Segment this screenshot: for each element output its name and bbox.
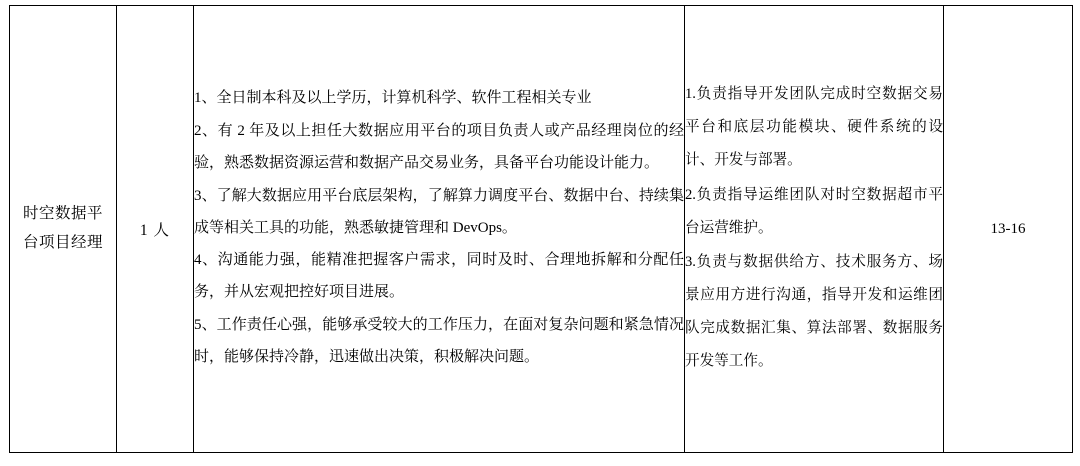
duty-item: 2.负责指导运维团队对时空数据超市平台运营维护。 — [685, 186, 943, 236]
requirement-item: 5、工作责任心强，能够承受较大的工作压力，在面对复杂问题和紧急情况时，能够保持冷静，迅速做出决策，积极解决问题。 — [194, 316, 684, 365]
cell-duties — [685, 6, 944, 453]
job-requirements-table — [9, 5, 1073, 453]
requirement-item: 1、全日制本科及以上学历，计算机科学、软件工程相关专业 — [194, 90, 592, 107]
requirement-item: 3、了解大数据应用平台底层架构，了解算力调度平台、数据中台、持续集成等相关工具的功能，熟悉敏捷管理和 DevOps。 — [194, 187, 684, 236]
requirement-item: 4、沟通能力强，能精准把握客户需求，同时及时、合理地拆解和分配任务，并从宏观把控好项目进展。 — [194, 252, 684, 301]
cell-headcount: 1 人 — [117, 6, 194, 453]
requirement-item: 2、有 2 年及以上担任大数据应用平台的项目负责人或产品经理岗位的经验，熟悉数据资源运营和数据产品交易业务，具备平台功能设计能力。 — [194, 123, 684, 171]
cell-salary: 13-16 — [944, 6, 1073, 453]
cell-position — [10, 6, 117, 453]
table-row — [10, 6, 1073, 453]
document-page — [0, 5, 1080, 466]
position-line-2: 台项目经理 — [22, 234, 103, 251]
duty-item: 1.负责指导开发团队完成时空数据交易平台和底层功能模块、硬件系统的设计、开发与部署。 — [685, 86, 943, 168]
duty-item: 3.负责与数据供给方、技术服务方、场景应用方进行沟通，指导开发和运维团队完成数据汇集、算法部署、数据服务开发等工作。 — [685, 254, 943, 369]
cell-requirements — [194, 6, 685, 453]
position-line-1: 时空数据平 — [22, 205, 103, 223]
